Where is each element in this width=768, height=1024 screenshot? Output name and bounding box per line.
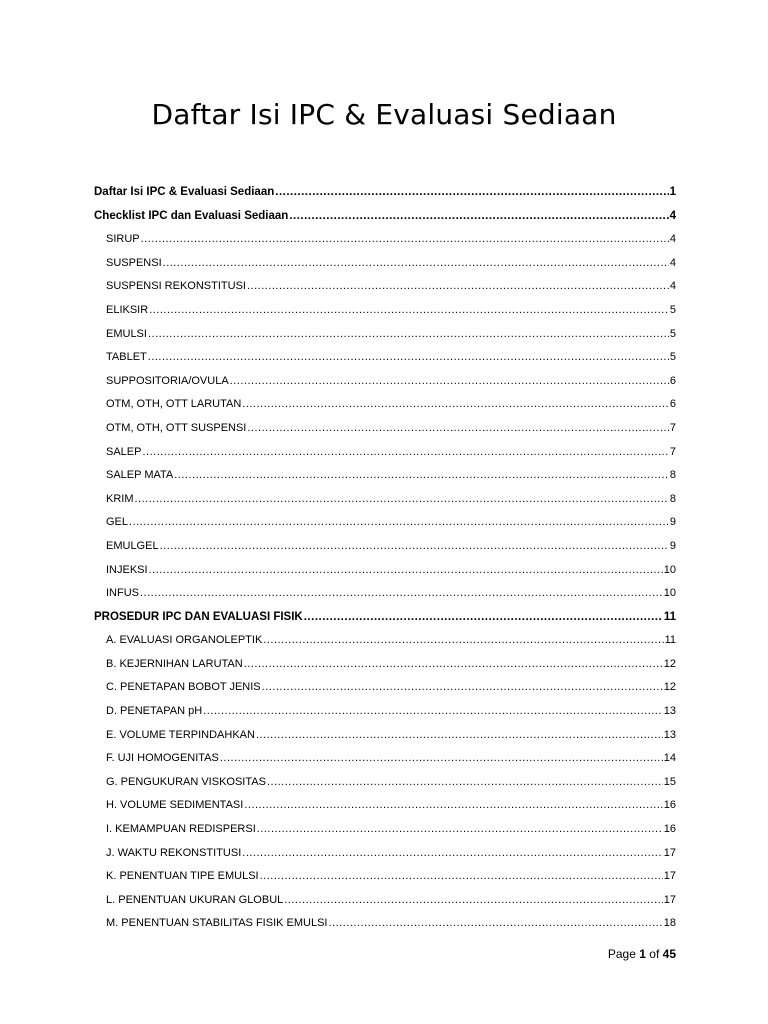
toc-entry[interactable] bbox=[94, 210, 676, 234]
toc-entry-label: I. KEMAMPUAN REDISPERSI bbox=[106, 823, 256, 836]
toc-leader-dots bbox=[263, 634, 663, 646]
toc-entry-label: GEL bbox=[106, 516, 129, 529]
toc-leader-dots bbox=[267, 776, 663, 788]
toc-entry[interactable] bbox=[94, 257, 676, 281]
footer-current-page: 1 bbox=[639, 947, 646, 961]
toc-entry-page: 1 bbox=[669, 186, 676, 198]
toc-entry-label: EMULSI bbox=[106, 327, 147, 340]
table-of-contents bbox=[94, 186, 676, 941]
toc-entry[interactable] bbox=[94, 540, 676, 564]
toc-entry-label: OTM, OTH, OTT LARUTAN bbox=[106, 398, 242, 411]
toc-leader-dots bbox=[304, 611, 663, 623]
toc-entry[interactable] bbox=[94, 776, 676, 800]
toc-entry-label: M. PENENTUAN STABILITAS FISIK EMULSI bbox=[106, 917, 328, 930]
toc-leader-dots bbox=[256, 729, 663, 741]
toc-entry-label: L. PENENTUAN UKURAN GLOBUL bbox=[106, 893, 284, 906]
toc-entry-label: D. PENETAPAN pH bbox=[106, 705, 203, 718]
toc-entry[interactable] bbox=[94, 375, 676, 399]
toc-entry-page: 10 bbox=[663, 563, 676, 576]
toc-entry-page: 15 bbox=[663, 775, 676, 788]
toc-entry-page: 8 bbox=[669, 469, 676, 482]
toc-entry-page: 7 bbox=[669, 421, 676, 434]
toc-leader-dots bbox=[289, 210, 668, 222]
toc-entry-page: 18 bbox=[663, 917, 676, 930]
footer-page-word: Page bbox=[607, 947, 636, 961]
toc-entry[interactable] bbox=[94, 658, 676, 682]
toc-entry-label: KRIM bbox=[106, 492, 134, 505]
toc-entry[interactable] bbox=[94, 681, 676, 705]
toc-entry-page: 8 bbox=[669, 492, 676, 505]
toc-entry-page: 14 bbox=[663, 752, 676, 765]
toc-entry-page: 11 bbox=[663, 610, 676, 623]
toc-leader-dots bbox=[244, 658, 663, 670]
toc-entry-page: 5 bbox=[669, 351, 676, 364]
page-title: Daftar Isi IPC & Evaluasi Sediaan bbox=[151, 98, 617, 131]
toc-leader-dots bbox=[260, 870, 663, 882]
toc-entry-label: C. PENETAPAN BOBOT JENIS bbox=[106, 681, 261, 694]
toc-leader-dots bbox=[148, 328, 669, 340]
toc-leader-dots bbox=[140, 587, 663, 599]
toc-leader-dots bbox=[163, 257, 669, 269]
toc-entry-label: G. PENGUKURAN VISKOSITAS bbox=[106, 775, 266, 788]
toc-entry-label: SIRUP bbox=[106, 233, 140, 246]
toc-entry-label: K. PENENTUAN TIPE EMULSI bbox=[106, 870, 259, 883]
toc-entry-page: 6 bbox=[669, 398, 676, 411]
toc-leader-dots bbox=[262, 681, 663, 693]
toc-entry-label: SALEP bbox=[106, 445, 142, 458]
toc-entry-label: INJEKSI bbox=[106, 563, 148, 576]
toc-entry-label: Daftar Isi IPC & Evaluasi Sediaan bbox=[94, 186, 275, 198]
toc-entry-page: 4 bbox=[669, 256, 676, 269]
toc-entry-page: 17 bbox=[663, 870, 676, 883]
toc-entry[interactable] bbox=[94, 493, 676, 517]
toc-entry[interactable] bbox=[94, 398, 676, 422]
footer-total-pages: 45 bbox=[662, 947, 676, 961]
toc-entry[interactable] bbox=[94, 752, 676, 776]
toc-leader-dots bbox=[129, 516, 669, 528]
toc-entry[interactable] bbox=[94, 729, 676, 753]
toc-entry-page: 6 bbox=[669, 374, 676, 387]
toc-entry-page: 16 bbox=[663, 823, 676, 836]
toc-entry-page: 4 bbox=[669, 233, 676, 246]
toc-leader-dots bbox=[142, 446, 668, 458]
toc-entry[interactable] bbox=[94, 870, 676, 894]
toc-entry[interactable] bbox=[94, 351, 676, 375]
toc-entry[interactable] bbox=[94, 304, 676, 328]
toc-leader-dots bbox=[275, 186, 668, 198]
toc-entry[interactable] bbox=[94, 917, 676, 941]
toc-leader-dots bbox=[148, 351, 669, 363]
toc-leader-dots bbox=[247, 280, 669, 292]
toc-entry-page: 5 bbox=[669, 327, 676, 340]
toc-entry[interactable] bbox=[94, 186, 676, 210]
toc-entry-label: Checklist IPC dan Evaluasi Sediaan bbox=[94, 209, 289, 222]
toc-entry-label: SALEP MATA bbox=[106, 469, 174, 482]
toc-entry-page: 7 bbox=[669, 445, 676, 458]
toc-entry-label: TABLET bbox=[106, 351, 147, 364]
toc-entry[interactable] bbox=[94, 422, 676, 446]
toc-entry[interactable] bbox=[94, 446, 676, 470]
toc-leader-dots bbox=[242, 847, 662, 859]
toc-entry-label: SUSPENSI REKONSTITUSI bbox=[106, 280, 246, 293]
toc-leader-dots bbox=[160, 540, 669, 552]
toc-leader-dots bbox=[244, 799, 662, 811]
toc-leader-dots bbox=[174, 469, 669, 481]
toc-leader-dots bbox=[242, 398, 669, 410]
toc-leader-dots bbox=[149, 564, 663, 576]
toc-entry[interactable] bbox=[94, 564, 676, 588]
toc-entry[interactable] bbox=[94, 705, 676, 729]
toc-entry[interactable] bbox=[94, 799, 676, 823]
toc-entry-page: 9 bbox=[669, 539, 676, 552]
toc-leader-dots bbox=[257, 823, 663, 835]
toc-entry-page: 12 bbox=[663, 681, 676, 694]
toc-entry[interactable] bbox=[94, 233, 676, 257]
toc-entry[interactable] bbox=[94, 634, 676, 658]
toc-entry-page: 4 bbox=[669, 209, 676, 222]
toc-entry[interactable] bbox=[94, 611, 676, 635]
toc-leader-dots bbox=[284, 894, 662, 906]
toc-entry[interactable] bbox=[94, 516, 676, 540]
toc-entry-page: 4 bbox=[669, 280, 676, 293]
toc-entry-label: B. KEJERNIHAN LARUTAN bbox=[106, 657, 243, 670]
toc-entry[interactable] bbox=[94, 469, 676, 493]
toc-leader-dots bbox=[247, 422, 669, 434]
toc-entry-label: F. UJI HOMOGENITAS bbox=[106, 752, 219, 765]
toc-entry-page: 13 bbox=[663, 705, 676, 718]
toc-entry-page: 5 bbox=[669, 303, 676, 316]
toc-entry-page: 17 bbox=[663, 893, 676, 906]
toc-leader-dots bbox=[328, 917, 662, 929]
toc-entry-page: 12 bbox=[663, 657, 676, 670]
toc-leader-dots bbox=[149, 304, 669, 316]
toc-entry-label: PROSEDUR IPC DAN EVALUASI FISIK bbox=[94, 610, 303, 623]
toc-entry[interactable] bbox=[94, 823, 676, 847]
toc-entry[interactable] bbox=[94, 328, 676, 352]
toc-entry-label: INFUS bbox=[106, 587, 139, 600]
toc-entry-page: 17 bbox=[663, 846, 676, 859]
toc-entry-label: ELIKSIR bbox=[106, 303, 149, 316]
toc-leader-dots bbox=[220, 752, 663, 764]
toc-entry-label: J. WAKTU REKONSTITUSI bbox=[106, 846, 242, 859]
page-footer bbox=[608, 947, 676, 961]
toc-entry-page: 9 bbox=[669, 516, 676, 529]
toc-entry-page: 16 bbox=[663, 799, 676, 812]
toc-entry-label: SUPPOSITORIA/OVULA bbox=[106, 374, 229, 387]
toc-leader-dots bbox=[203, 705, 663, 717]
toc-entry-label: OTM, OTH, OTT SUSPENSI bbox=[106, 421, 247, 434]
toc-leader-dots bbox=[230, 375, 669, 387]
toc-entry-page: 13 bbox=[663, 728, 676, 741]
toc-entry-label: SUSPENSI bbox=[106, 256, 162, 269]
toc-entry[interactable] bbox=[94, 894, 676, 918]
toc-leader-dots bbox=[135, 493, 669, 505]
toc-entry-label: E. VOLUME TERPINDAHKAN bbox=[106, 728, 255, 741]
toc-entry-label: H. VOLUME SEDIMENTASI bbox=[106, 799, 244, 812]
toc-entry[interactable] bbox=[94, 847, 676, 871]
toc-entry[interactable] bbox=[94, 280, 676, 304]
toc-entry-page: 11 bbox=[664, 634, 676, 647]
toc-leader-dots bbox=[141, 233, 669, 245]
toc-entry-label: A. EVALUASI ORGANOLEPTIK bbox=[106, 634, 263, 647]
toc-entry-page: 10 bbox=[663, 587, 676, 600]
toc-entry-label: EMULGEL bbox=[106, 539, 159, 552]
toc-entry[interactable] bbox=[94, 587, 676, 611]
footer-of-word: of bbox=[649, 947, 660, 961]
